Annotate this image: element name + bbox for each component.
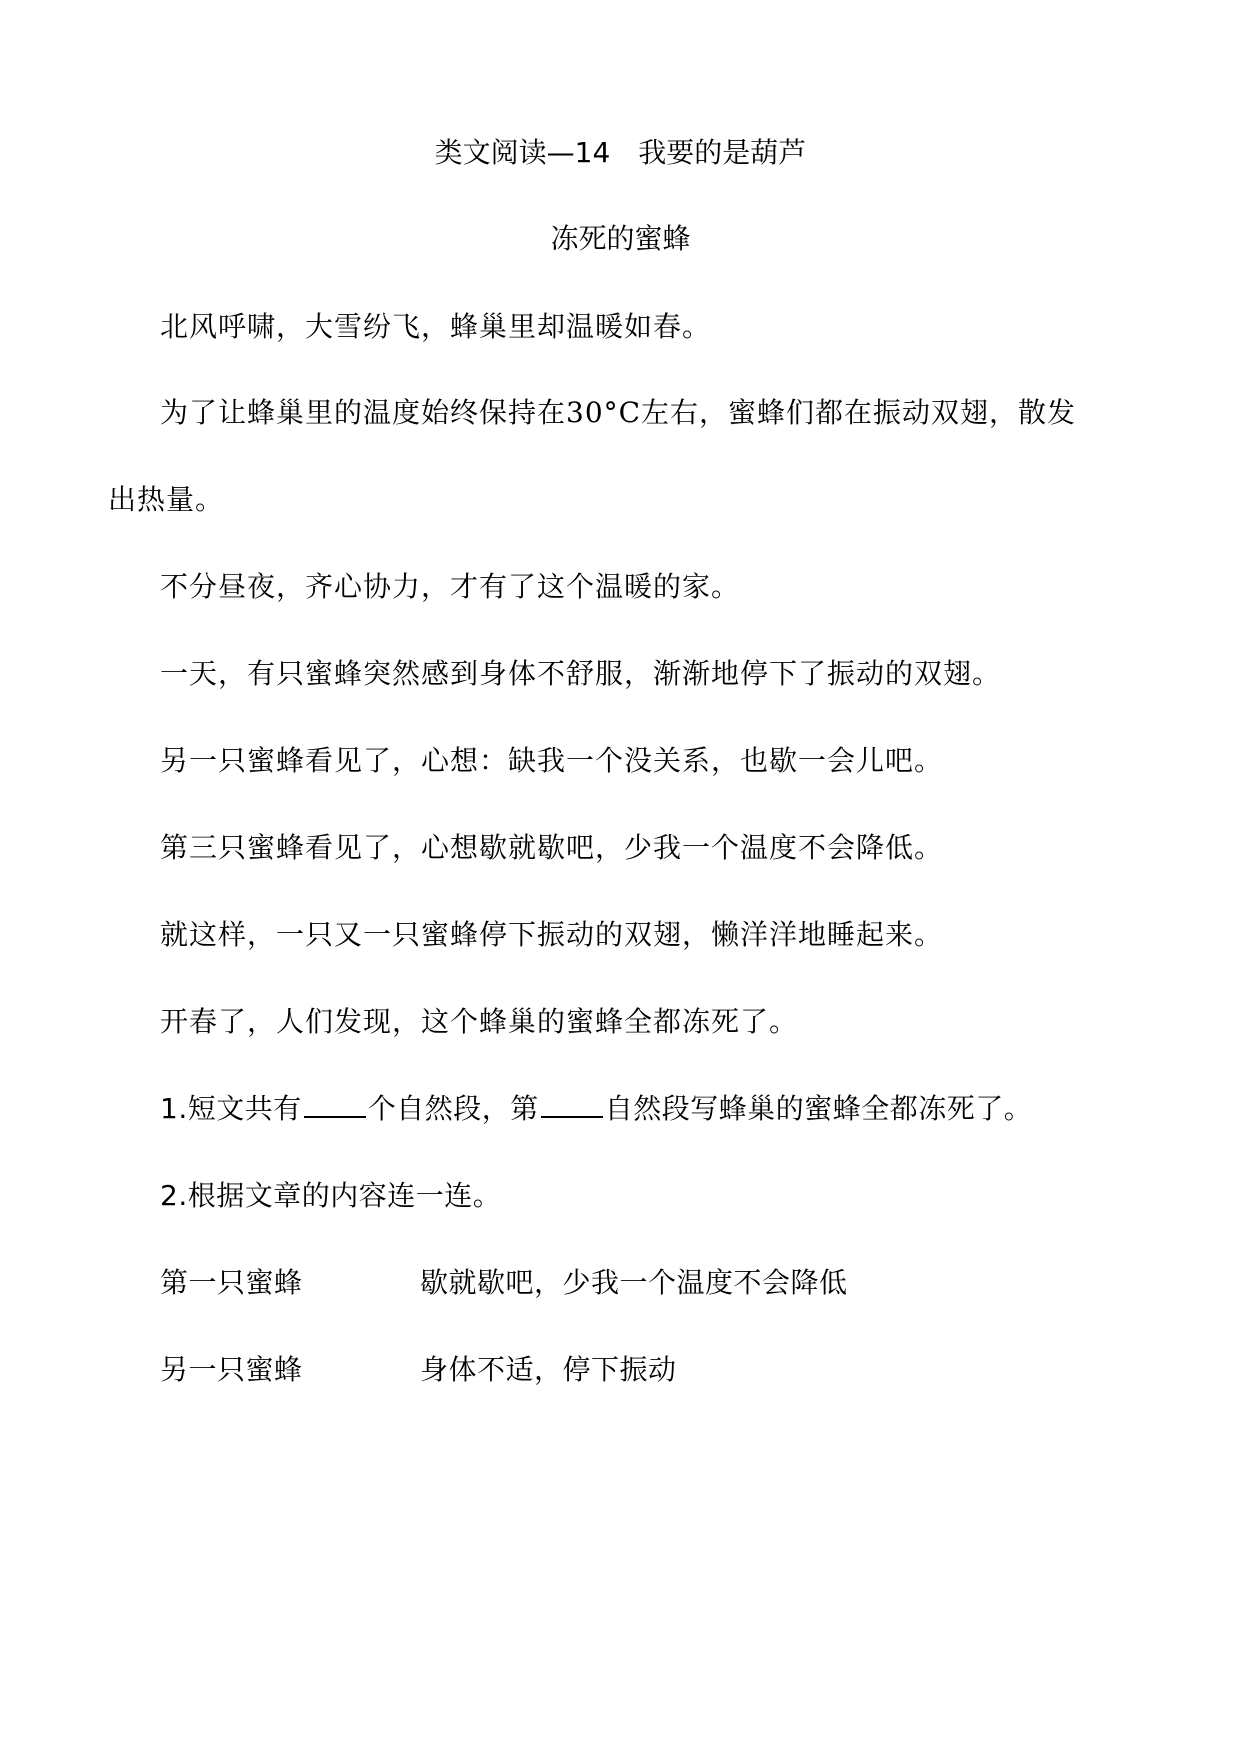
matching-right-item[interactable]: 歇就歇吧，少我一个温度不会降低 (420, 1266, 848, 1299)
page-title: 类文阅读—14 我要的是葫芦 (434, 136, 807, 169)
paragraph: 就这样，一只又一只蜜蜂停下振动的双翅，懒洋洋地睡起来。 (160, 918, 944, 951)
paragraph-continuation: 出热量。 (108, 483, 225, 516)
paragraph: 北风呼啸，大雪纷飞，蜂巢里却温暖如春。 (160, 310, 712, 343)
paragraph: 一天，有只蜜蜂突然感到身体不舒服，渐渐地停下了振动的双翅。 (160, 657, 1002, 690)
answer-blank[interactable] (541, 1090, 603, 1118)
question-1-text: 1.短文共有 (160, 1092, 302, 1125)
question-1 (160, 1089, 1032, 1129)
matching-left-item[interactable]: 第一只蜜蜂 (160, 1266, 303, 1299)
question-1-text: 个自然段，第 (367, 1092, 539, 1125)
question-1-text: 自然段写蜂巢的蜜蜂全都冻死了。 (604, 1092, 1033, 1125)
paragraph: 不分昼夜，齐心协力，才有了这个温暖的家。 (160, 570, 741, 603)
paragraph: 第三只蜜蜂看见了，心想歇就歇吧，少我一个温度不会降低。 (160, 831, 944, 864)
paragraph: 开春了，人们发现，这个蜂巢的蜜蜂全都冻死了。 (160, 1005, 799, 1038)
matching-left-item[interactable]: 另一只蜜蜂 (160, 1353, 303, 1386)
paragraph: 另一只蜜蜂看见了，心想：缺我一个没关系，也歇一会儿吧。 (160, 744, 944, 777)
story-title: 冻死的蜜蜂 (550, 222, 691, 255)
question-2: 2.根据文章的内容连一连。 (160, 1179, 502, 1212)
paragraph: 为了让蜂巢里的温度始终保持在30°C左右，蜜蜂们都在振动双翅，散发 (160, 396, 1077, 429)
matching-right-item[interactable]: 身体不适，停下振动 (420, 1353, 677, 1386)
answer-blank[interactable] (304, 1090, 366, 1118)
